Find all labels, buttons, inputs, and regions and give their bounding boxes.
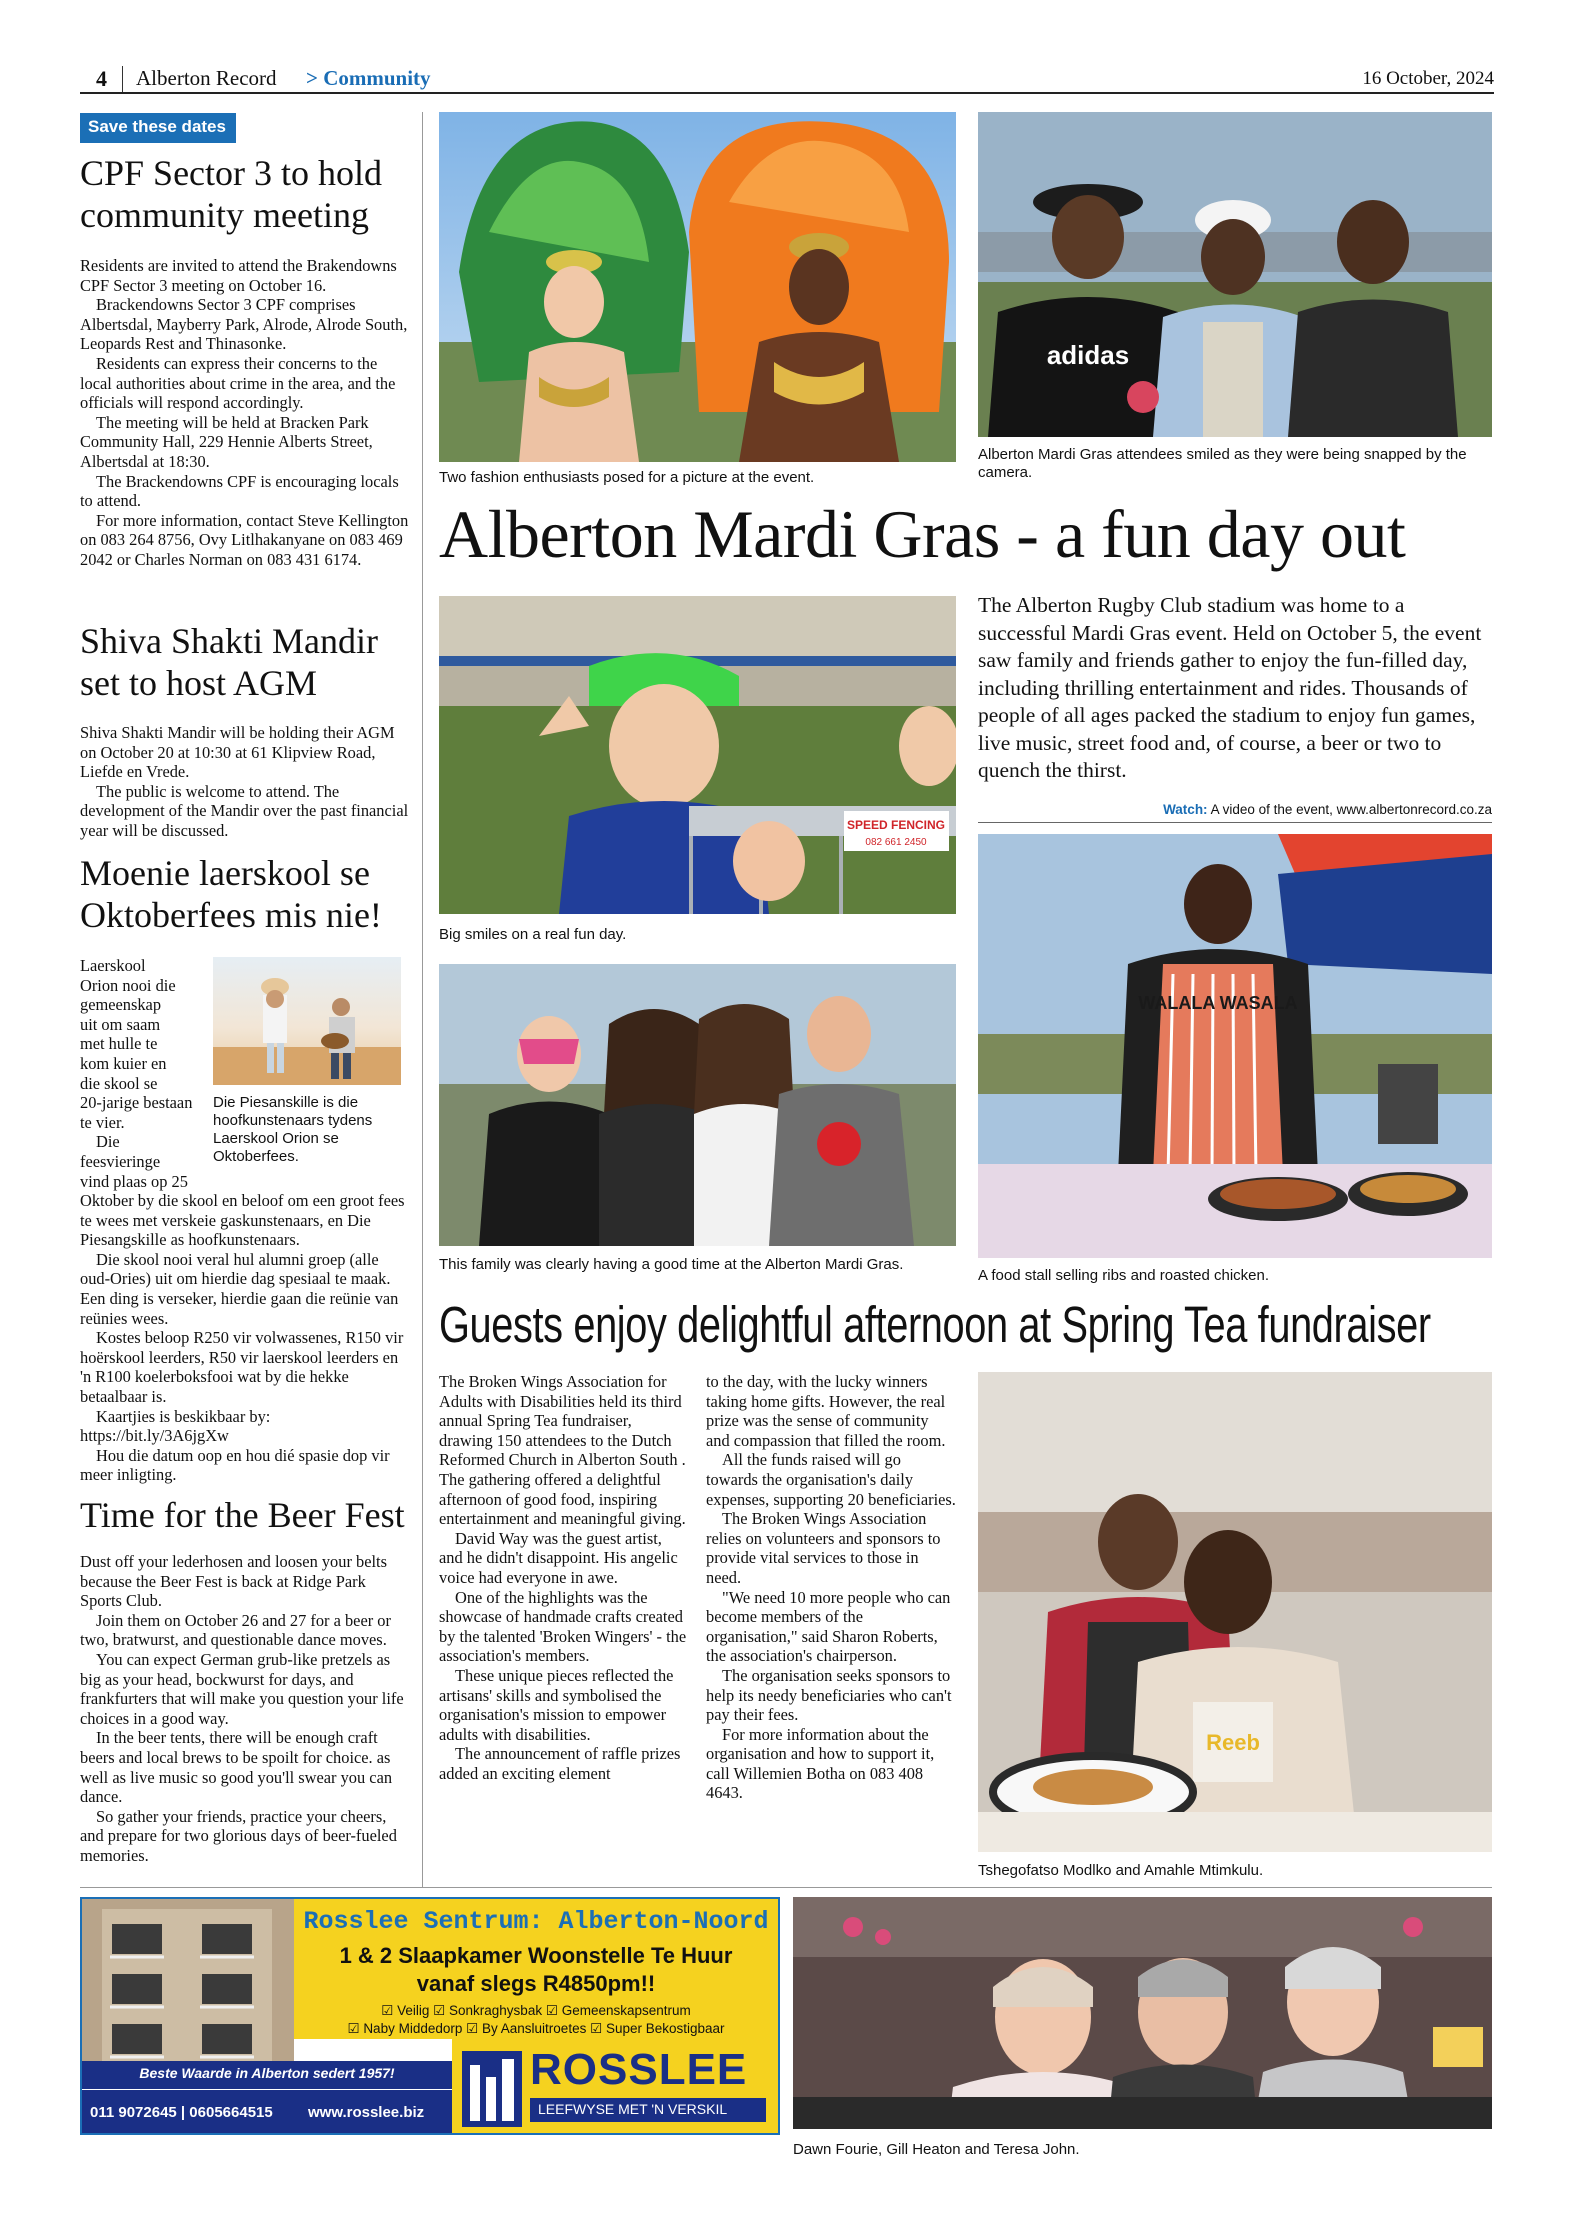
shirt-text: Reeb xyxy=(1206,1730,1260,1755)
attendees-photo xyxy=(978,112,1492,437)
text-line: feesvieringe xyxy=(80,1151,161,1171)
feature: Super Bekostigbaar xyxy=(605,2021,725,2036)
oktober-narrow-text xyxy=(80,956,208,1191)
text-line: vind plaas op 25 xyxy=(80,1171,188,1191)
paragraph: For more information about the organisation and how to support it, call Willemien Botha on 083 408 4643. xyxy=(706,1724,935,1803)
food-stall-photo xyxy=(978,834,1492,1258)
text-line: gemeenskap xyxy=(80,995,162,1015)
paragraph: These unique pieces reflected the artisans' skills and symbolised the organisation's mission to empower adults with disabilities. xyxy=(439,1665,674,1744)
paragraph: Brackendowns Sector 3 CPF comprises Albertsdal, Mayberry Park, Alrode, Alrode South, Leopards Rest and Thinasonke. xyxy=(80,295,408,354)
check-icon: ☑ xyxy=(466,2021,479,2036)
ad-phones[interactable]: 011 9072645 | 0605664515 xyxy=(90,2104,273,2121)
tea-headline: Guests enjoy delightful afternoon at Spring Tea fundraiser xyxy=(439,1296,1431,1353)
ad-website-link[interactable]: www.rosslee.biz xyxy=(308,2104,425,2121)
header-divider xyxy=(122,66,123,92)
ad-contact-divider xyxy=(82,2089,452,2090)
feature: Sonkraghysbak xyxy=(449,2003,543,2018)
publication-name: Alberton Record xyxy=(136,66,277,90)
cpf-article xyxy=(80,256,410,570)
ladies-caption: Dawn Fourie, Gill Heaton and Teresa John. xyxy=(793,2141,1080,2158)
paragraph: The meeting will be held at Bracken Park Community Hall, 229 Hennie Alberts Street, Albertsdal at 18:30. xyxy=(80,412,373,471)
paragraph: Hou die datum oop en hou dié spasie dop vir meer inligting. xyxy=(80,1445,390,1485)
paragraph: Kostes beloop R250 vir volwassenes, R150 vir hoërskool leerders, R50 vir laerskool leerders en 'n R100 koelerboksfooi wat by die hekke betaalbaar is. xyxy=(80,1328,404,1406)
paragraph: The public is welcome to attend. The development of the Mandir over the past financial year will be discussed. xyxy=(80,781,409,840)
girls-caption: Tshegofatso Modlko and Amahle Mtimkulu. xyxy=(978,1862,1264,1879)
ad-price: vanaf slegs R4850pm!! xyxy=(416,1971,656,1996)
bottom-rule xyxy=(80,1887,1492,1888)
paragraph: Die skool nooi veral hul alumni groep (alle oud-Ories) uit om hierdie dag spesiaal te maak. Een ding is verseker, hierdie gaan die reünie van reünies wees. xyxy=(80,1249,399,1328)
watch-text: A video of the event, www.albertonrecord.co.za xyxy=(1210,802,1492,817)
paragraph: "We need 10 more people who can become members of the organisation," said Sharon Roberts, the association's chairperson. xyxy=(706,1587,951,1666)
ad-features-row-2 xyxy=(294,2021,778,2037)
paragraph: All the funds raised will go towards the organisation's daily expenses, supporting 20 beneficiaries. xyxy=(706,1450,956,1509)
paragraph: to the day, with the lucky winners taking home gifts. However, the real prize was the sense of community and compassion that filled the room. xyxy=(706,1372,946,1450)
beer-article xyxy=(80,1552,410,1866)
text-line: Die xyxy=(96,1132,120,1152)
paragraph: David Way was the guest artist, and he didn't disappoint. His angelic voice had everyone in awe. xyxy=(439,1528,678,1587)
tea-column-1 xyxy=(439,1372,689,1783)
feathers-photo xyxy=(439,112,956,462)
mardi-headline: Alberton Mardi Gras - a fun day out xyxy=(439,496,1406,572)
ad-features-row-1 xyxy=(294,2003,778,2019)
text-line: met hulle te xyxy=(80,1034,158,1054)
feature: Naby Middedorp xyxy=(363,2021,463,2036)
issue-date: 16 October, 2024 xyxy=(1362,68,1494,89)
text-line: uit om saam xyxy=(80,1014,161,1034)
paragraph: So gather your friends, practice your cheers, and prepare for two glorious days of beer-fueled memories. xyxy=(80,1806,397,1865)
tea-column-2 xyxy=(706,1372,956,1803)
band-caption: Die Piesanskille is die hoofkunstenaars tydens Laerskool Orion se Oktoberfees. xyxy=(213,1094,373,1165)
ladies-photo xyxy=(793,1897,1492,2129)
paragraph: The Broken Wings Association relies on volunteers and sponsors to provide vital services to those in need. xyxy=(706,1509,941,1587)
page-number: 4 xyxy=(96,66,107,91)
paragraph: The announcement of raffle prizes added an exciting element xyxy=(439,1744,681,1783)
watch-label: Watch: xyxy=(1163,802,1208,817)
family-photo xyxy=(439,964,956,1246)
header-rule xyxy=(80,92,1494,94)
girls-photo xyxy=(978,1372,1492,1852)
ad-value-strip: Beste Waarde in Alberton sedert 1957! xyxy=(139,2065,395,2081)
fence-phone-text: 082 661 2450 xyxy=(865,837,927,848)
apron-text: WALALA WASALA xyxy=(1138,993,1298,1013)
oktober-article xyxy=(80,1191,410,1485)
check-icon: ☑ xyxy=(347,2021,360,2036)
text-line: te vier. xyxy=(80,1112,125,1132)
ad-headline: 1 & 2 Slaapkamer Woonstelle Te Huur xyxy=(339,1943,733,1968)
feathers-caption: Two fashion enthusiasts posed for a picture at the event. xyxy=(439,469,815,486)
check-icon: ☑ xyxy=(590,2021,603,2036)
paragraph: The gathering offered a delightful afternoon of good food, inspiring entertainment and meaningful giving. xyxy=(439,1469,686,1529)
section-name: > Community xyxy=(306,66,431,90)
paragraph: Shiva Shakti Mandir will be holding their AGM on October 20 at 10:30 at 61 Klipview Road, Liefde en Vrede. xyxy=(80,723,395,782)
paragraph: Kaartjies is beskikbaar by: https://bit.ly/3A6jgXw xyxy=(80,1406,271,1446)
ad-banner: Rosslee Sentrum: Alberton-Noord xyxy=(303,1907,769,1936)
check-icon: ☑ xyxy=(545,2003,558,2018)
smiles-caption: Big smiles on a real fun day. xyxy=(439,926,627,943)
shirt-brand-text: adidas xyxy=(1046,340,1130,370)
ad-logo-tagline: LEEFWYSE MET 'N VERSKIL xyxy=(530,2098,766,2122)
feature: Gemeenskapsentrum xyxy=(561,2003,691,2018)
smiles-photo xyxy=(439,596,956,914)
paragraph: The organisation seeks sponsors to help its needy beneficiaries who can't pay their fees. xyxy=(706,1665,952,1725)
mardi-lead: The Alberton Rugby Club stadium was home to a successful Mardi Gras event. Held on October 5, the event saw family and friends gather to enjoy the fun-filled day, including thrilling entertainment and rides. Thousands of people of all ages packed the stadium to enjoy fun games, live music, street food and, of course, a beer or two to quench the thirst. xyxy=(978,593,1482,782)
beer-headline: Time for the Beer Fest xyxy=(80,1495,405,1535)
paragraph: The Brackendowns CPF is encouraging locals to attend. xyxy=(80,471,399,511)
feature: By Aansluitroetes xyxy=(482,2021,587,2036)
rosslee-logo-icon xyxy=(462,2051,522,2127)
text-line: Laerskool xyxy=(80,956,146,975)
paragraph: One of the highlights was the showcase of handmade crafts created by the talented 'Broken Wingers' - the association's members. xyxy=(439,1587,687,1666)
watch-rule xyxy=(978,822,1492,823)
family-caption: This family was clearly having a good time at the Alberton Mardi Gras. xyxy=(439,1256,904,1273)
oktober-headline: Moenie laerskool se Oktoberfees mis nie! xyxy=(80,853,382,935)
check-icon: ☑ xyxy=(433,2003,446,2018)
paragraph: In the beer tents, there will be enough craft beers and local brews to be spoilt for choice. as well as live music so good you'll swear you can dance. xyxy=(80,1728,393,1807)
rosslee-advert[interactable] xyxy=(80,1897,780,2135)
cpf-headline: CPF Sector 3 to hold community meeting xyxy=(80,153,383,235)
text-line: 20-jarige bestaan xyxy=(80,1093,193,1113)
feature: Veilig xyxy=(397,2003,430,2018)
paragraph: Join them on October 26 and 27 for a beer or two, bratwurst, and questionable dance moves. xyxy=(80,1610,391,1650)
shiva-headline: Shiva Shakti Mandir set to host AGM xyxy=(80,621,378,703)
text-line: kom kuier en xyxy=(80,1053,167,1073)
food-stall-caption: A food stall selling ribs and roasted chicken. xyxy=(978,1267,1269,1284)
fence-sign-text: SPEED FENCING xyxy=(846,818,946,832)
attendees-caption: Alberton Mardi Gras attendees smiled as they were being snapped by the camera. xyxy=(978,446,1467,481)
paragraph: Dust off your lederhosen and loosen your belts because the Beer Fest is back at Ridge Park Sports Club. xyxy=(80,1552,387,1611)
paragraph: The Broken Wings Association for Adults with Disabilities held its third annual Spring Tea fundraiser, drawing 150 attendees to the Dutch Reformed Church in Alberton South . xyxy=(439,1372,686,1470)
band-photo xyxy=(213,957,401,1085)
text-line: Orion nooi die xyxy=(80,975,176,995)
column-rule xyxy=(422,112,423,1887)
paragraph: You can expect German grub-like pretzels as big as your head, bockwurst for days, and frankfurters that will make you question your life choices in a good way. xyxy=(80,1649,404,1728)
shiva-article xyxy=(80,723,410,841)
paragraph: Residents can express their concerns to the local authorities about crime in the area, and the officials will respond accordingly. xyxy=(80,353,396,413)
paragraph: For more information, contact Steve Kellington on 083 264 8756, Ovy Litlhakanyane on 083 469 2042 or Charles Norman on 083 431 6174. xyxy=(80,510,409,569)
watch-line xyxy=(978,802,1492,817)
text-line: die skool se xyxy=(80,1073,158,1093)
ad-logo-name: ROSSLEE xyxy=(530,2045,748,2094)
paragraph: Residents are invited to attend the Brakendowns CPF Sector 3 meeting on October 16. xyxy=(80,256,397,295)
paragraph: Oktober by die skool en beloof om een groot fees te wees met verskeie gaskunstenaars, en Die Piesangskille as hoofkunstenaars. xyxy=(80,1191,405,1250)
check-icon: ☑ xyxy=(381,2003,394,2018)
save-dates-tag: Save these dates xyxy=(80,113,236,143)
